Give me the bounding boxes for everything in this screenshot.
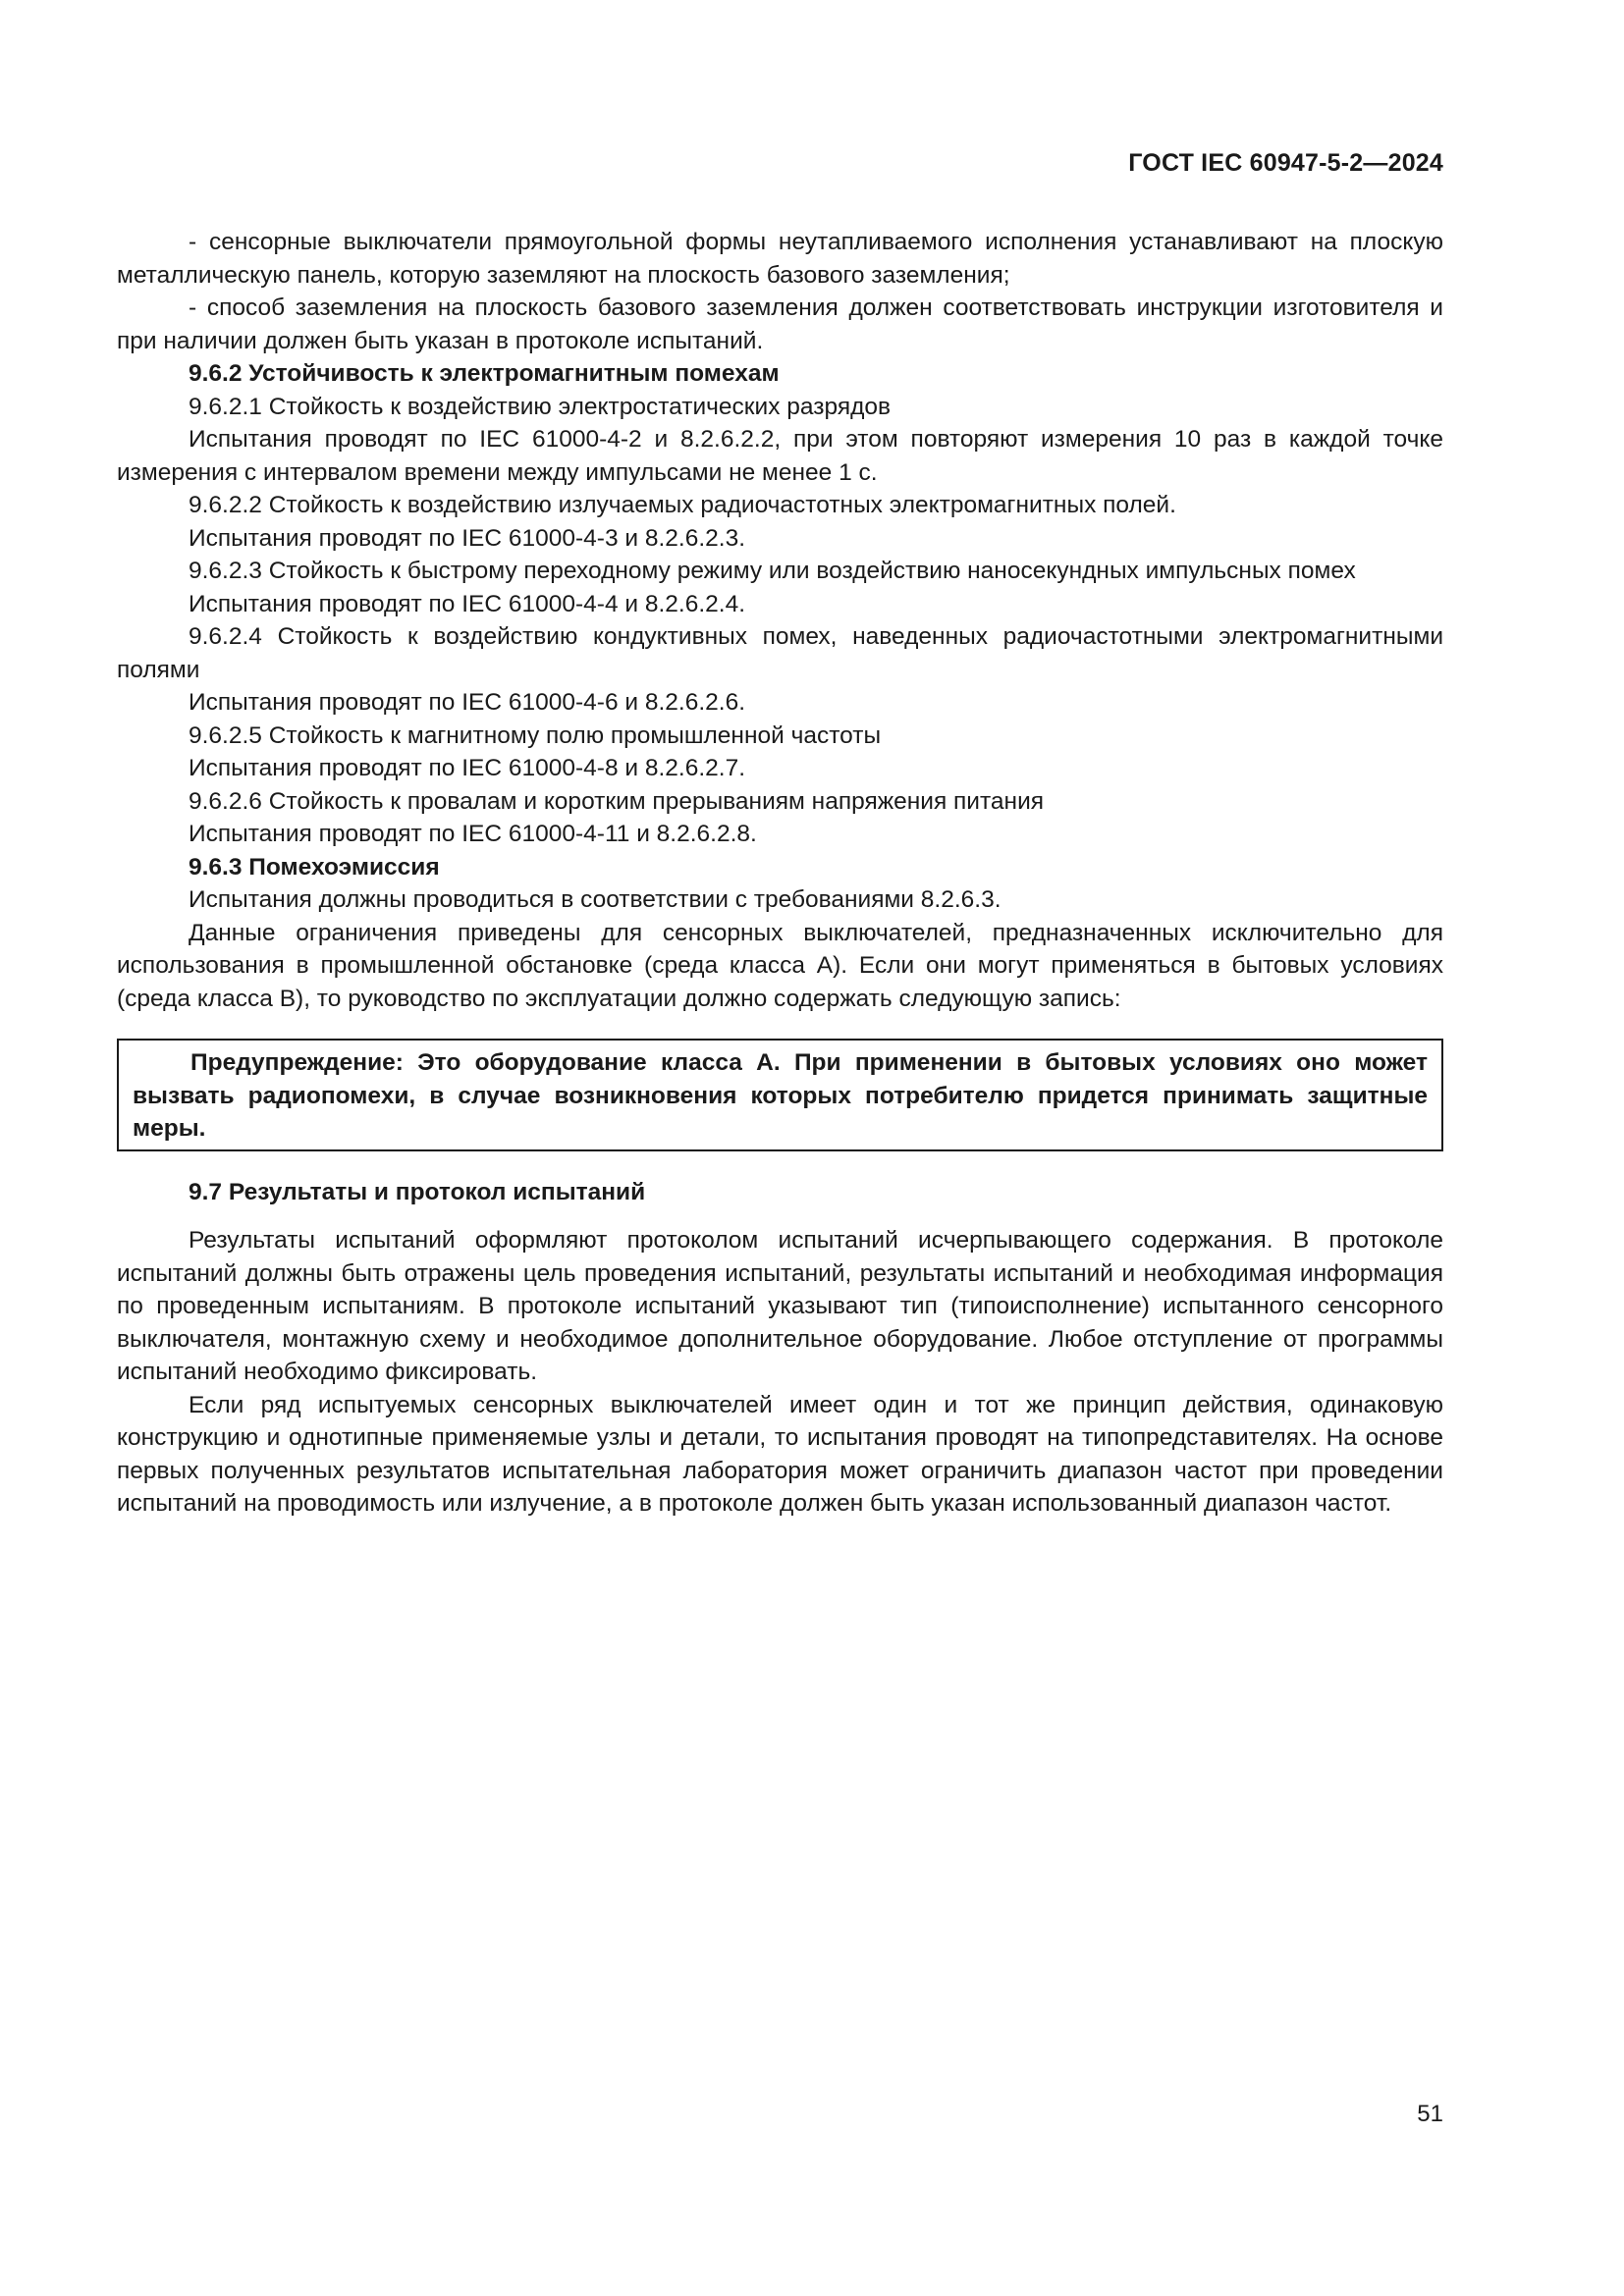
paragraph: Испытания проводят по IEC 61000-4-6 и 8.2.6.2.6. — [189, 689, 746, 716]
subsection-heading-9-6-2-5: 9.6.2.5 Стойкость к магнитному полю промышленной частоты — [189, 721, 882, 749]
paragraph: Испытания проводят по IEC 61000-4-3 и 8.2.6.2.3. — [189, 524, 746, 552]
paragraph: Если ряд испытуемых сенсорных выключателей имеет один и тот же принцип действия, одинаковую конструкцию и однотипные применяемые узлы и детали, то испытания проводят на типопредставителях. На основе первых полученных результатов испытательная лаборатория может ограничить диапазон частот при проведении испытаний на проводимость или излучение, а в протоколе должен быть указан использованный диапазон частот. — [117, 1391, 1443, 1517]
warning-text: Предупреждение: Это оборудование класса А. При применении в бытовых условиях оно может вызвать радиопомехи, в случае возникновения которых потребителю придется принимать защитные меры. — [133, 1049, 1428, 1142]
subsection-heading-9-6-2-4: 9.6.2.4 Стойкость к воздействию кондуктивных помех, наведенных радиочастотными электромагнитными полями — [117, 623, 1443, 683]
section-heading-9-6-3: 9.6.3 Помехоэмиссия — [189, 853, 440, 881]
paragraph: Результаты испытаний оформляют протоколом испытаний исчерпывающего содержания. В протоколе испытаний должны быть отражены цель проведения испытаний, результаты испытаний и необходимая информация по проведенным испытаниям. В протоколе испытаний указывают тип (типоисполнение) испытанного сенсорного выключателя, монтажную схему и необходимое дополнительное оборудование. Любое отступление от программы испытаний необходимо фиксировать. — [117, 1227, 1443, 1385]
paragraph: Испытания проводят по IEC 61000-4-11 и 8.2.6.2.8. — [189, 821, 757, 847]
paragraph: Испытания проводят по IEC 61000-4-2 и 8.2.6.2.2, при этом повторяют измерения 10 раз в каждой точке измерения с интервалом времени между импульсами не менее 1 с. — [117, 426, 1443, 486]
section-heading-9-7: 9.7 Результаты и протокол испытаний — [189, 1178, 646, 1205]
paragraph: Испытания должны проводиться в соответствии с требованиями 8.2.6.3. — [189, 886, 1001, 913]
section-heading-9-6-2: 9.6.2 Устойчивость к электромагнитным помехам — [189, 360, 780, 387]
paragraph: Испытания проводят по IEC 61000-4-4 и 8.2.6.2.4. — [189, 590, 746, 617]
paragraph: Данные ограничения приведены для сенсорных выключателей, предназначенных исключительно для использования в промышленной обстановке (среда класса А). Если они могут применяться в бытовых условиях (среда класса В), то руководство по эксплуатации должно содержать следующую запись: — [117, 919, 1443, 1012]
document-header: ГОСТ IEC 60947-5-2—2024 — [1128, 149, 1443, 177]
subsection-heading-9-6-2-1: 9.6.2.1 Стойкость к воздействию электростатических разрядов — [189, 393, 892, 420]
warning-box — [117, 1039, 1443, 1151]
subsection-heading-9-6-2-2: 9.6.2.2 Стойкость к воздействию излучаемых радиочастотных электромагнитных полей. — [189, 492, 1176, 518]
subsection-heading-9-6-2-6: 9.6.2.6 Стойкость к провалам и коротким прерываниям напряжения питания — [189, 787, 1045, 815]
page-number: 51 — [1417, 2101, 1443, 2127]
document-body — [117, 226, 1443, 1521]
paragraph-list-item: - сенсорные выключатели прямоугольной формы неутапливаемого исполнения устанавливают на плоскую металлическую панель, которую заземляют на плоскость базового заземления; — [117, 229, 1443, 289]
paragraph-list-item: - способ заземления на плоскость базового заземления должен соответствовать инструкции изготовителя и при наличии должен быть указан в протоколе испытаний. — [117, 294, 1443, 354]
subsection-heading-9-6-2-3: 9.6.2.3 Стойкость к быстрому переходному режиму или воздействию наносекундных импульсных помех — [189, 558, 1356, 584]
paragraph: Испытания проводят по IEC 61000-4-8 и 8.2.6.2.7. — [189, 755, 746, 781]
